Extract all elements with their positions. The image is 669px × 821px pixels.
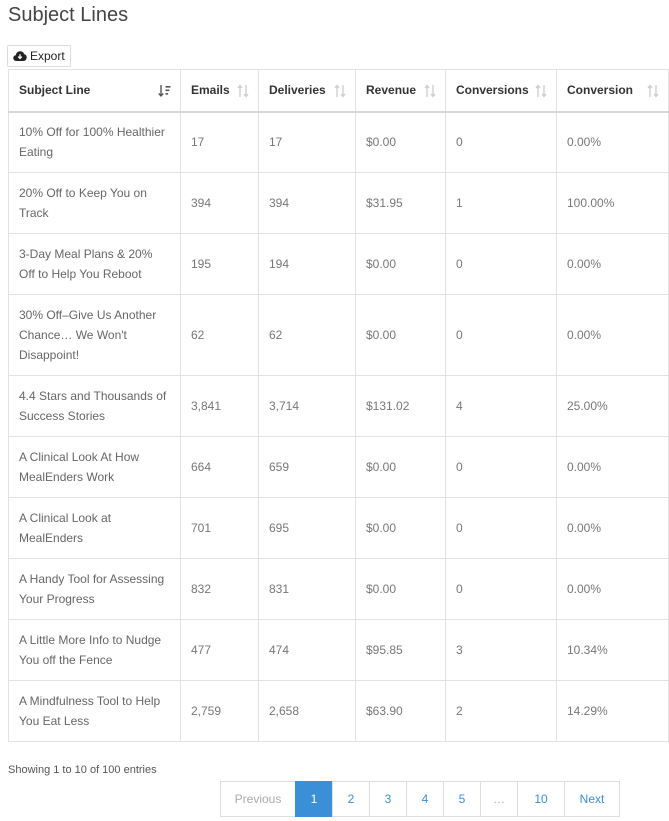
conversion-rate-cell: 0.00% — [557, 112, 669, 173]
pagination-page-5[interactable]: 5 — [443, 781, 481, 817]
pagination-page-1[interactable]: 1 — [295, 781, 333, 817]
revenue-cell: $0.00 — [356, 437, 446, 498]
emails-cell: 195 — [181, 234, 259, 295]
conversions-cell: 4 — [446, 376, 557, 437]
conversion-rate-cell: 0.00% — [557, 437, 669, 498]
entries-info: Showing 1 to 10 of 100 entries — [8, 764, 157, 776]
subject-line-cell: A Clinical Look at MealEnders — [9, 498, 181, 559]
pagination-page-3[interactable]: 3 — [369, 781, 407, 817]
column-header-revenue[interactable] — [356, 70, 446, 112]
pagination-page-2[interactable]: 2 — [332, 781, 370, 817]
column-header-label: Emails — [191, 83, 230, 98]
column-header-label: Subject Line — [19, 83, 91, 98]
column-header-conversion[interactable] — [557, 70, 669, 112]
table-row — [9, 376, 669, 437]
emails-cell: 3,841 — [181, 376, 259, 437]
subject-line-cell: A Handy Tool for Assessing Your Progress — [9, 559, 181, 620]
conversion-rate-cell: 10.34% — [557, 620, 669, 681]
conversions-cell: 0 — [446, 437, 557, 498]
emails-cell: 832 — [181, 559, 259, 620]
revenue-cell: $0.00 — [356, 112, 446, 173]
deliveries-cell: 659 — [259, 437, 356, 498]
column-header-label: Conversion — [567, 83, 634, 98]
pagination — [220, 781, 620, 817]
deliveries-cell: 831 — [259, 559, 356, 620]
subject-line-cell: A Little More Info to Nudge You off the Fence — [9, 620, 181, 681]
table-row — [9, 498, 669, 559]
page-title: Subject Lines — [8, 4, 129, 26]
emails-cell: 664 — [181, 437, 259, 498]
sort-icon — [423, 84, 437, 98]
table-row — [9, 620, 669, 681]
column-header-emails[interactable] — [181, 70, 259, 112]
sort-icon — [333, 84, 347, 98]
conversions-cell: 0 — [446, 498, 557, 559]
conversions-cell: 1 — [446, 173, 557, 234]
deliveries-cell: 17 — [259, 112, 356, 173]
pagination-ellipsis: … — [480, 781, 518, 817]
export-label: Export — [30, 49, 65, 63]
emails-cell: 17 — [181, 112, 259, 173]
table-header-row — [9, 70, 669, 112]
column-header-subject-line[interactable] — [9, 70, 181, 112]
pagination-page-10[interactable]: 10 — [517, 781, 565, 817]
table-row — [9, 559, 669, 620]
subject-line-cell: 30% Off–Give Us Another Chance… We Won't Disappoint! — [9, 295, 181, 376]
column-header-label: Deliveries — [269, 83, 326, 98]
pagination-next-button[interactable]: Next — [564, 781, 620, 817]
subject-lines-table-container[interactable] — [8, 69, 634, 746]
conversions-cell: 0 — [446, 112, 557, 173]
sort-icon — [646, 84, 660, 98]
emails-cell: 62 — [181, 295, 259, 376]
column-header-label: Conversions — [456, 83, 529, 98]
revenue-cell: $95.85 — [356, 620, 446, 681]
subject-lines-table — [8, 69, 669, 742]
sort-ascending-icon — [158, 84, 172, 98]
revenue-cell: $0.00 — [356, 559, 446, 620]
conversions-cell: 0 — [446, 234, 557, 295]
revenue-cell: $0.00 — [356, 234, 446, 295]
conversion-rate-cell: 0.00% — [557, 559, 669, 620]
emails-cell: 477 — [181, 620, 259, 681]
revenue-cell: $31.95 — [356, 173, 446, 234]
column-header-conversions[interactable] — [446, 70, 557, 112]
table-row — [9, 295, 669, 376]
table-row — [9, 234, 669, 295]
deliveries-cell: 2,658 — [259, 681, 356, 742]
emails-cell: 2,759 — [181, 681, 259, 742]
table-row — [9, 173, 669, 234]
subject-line-cell: 10% Off for 100% Healthier Eating — [9, 112, 181, 173]
cloud-download-icon — [13, 50, 27, 62]
subject-line-cell: 20% Off to Keep You on Track — [9, 173, 181, 234]
revenue-cell: $0.00 — [356, 498, 446, 559]
revenue-cell: $131.02 — [356, 376, 446, 437]
column-header-label: Revenue — [366, 83, 417, 98]
conversions-cell: 3 — [446, 620, 557, 681]
export-button[interactable] — [7, 45, 71, 67]
table-row — [9, 112, 669, 173]
pagination-previous-button[interactable]: Previous — [220, 781, 296, 817]
column-header-deliveries[interactable] — [259, 70, 356, 112]
pagination-page-4[interactable]: 4 — [406, 781, 444, 817]
conversion-rate-cell: 14.29% — [557, 681, 669, 742]
conversions-cell: 0 — [446, 295, 557, 376]
subject-line-cell: A Clinical Look At How MealEnders Work — [9, 437, 181, 498]
conversion-rate-cell: 0.00% — [557, 234, 669, 295]
conversions-cell: 2 — [446, 681, 557, 742]
deliveries-cell: 62 — [259, 295, 356, 376]
deliveries-cell: 3,714 — [259, 376, 356, 437]
table-row — [9, 437, 669, 498]
table-row — [9, 681, 669, 742]
deliveries-cell: 474 — [259, 620, 356, 681]
sort-icon — [534, 84, 548, 98]
revenue-cell: $63.90 — [356, 681, 446, 742]
emails-cell: 394 — [181, 173, 259, 234]
subject-line-cell: A Mindfulness Tool to Help You Eat Less — [9, 681, 181, 742]
emails-cell: 701 — [181, 498, 259, 559]
revenue-cell: $0.00 — [356, 295, 446, 376]
conversion-rate-cell: 0.00% — [557, 295, 669, 376]
conversion-rate-cell: 100.00% — [557, 173, 669, 234]
conversions-cell: 0 — [446, 559, 557, 620]
subject-line-cell: 3-Day Meal Plans & 20% Off to Help You Reboot — [9, 234, 181, 295]
deliveries-cell: 695 — [259, 498, 356, 559]
conversion-rate-cell: 25.00% — [557, 376, 669, 437]
deliveries-cell: 394 — [259, 173, 356, 234]
conversion-rate-cell: 0.00% — [557, 498, 669, 559]
subject-line-cell: 4.4 Stars and Thousands of Success Stories — [9, 376, 181, 437]
table-body — [9, 112, 669, 742]
deliveries-cell: 194 — [259, 234, 356, 295]
sort-icon — [236, 84, 250, 98]
